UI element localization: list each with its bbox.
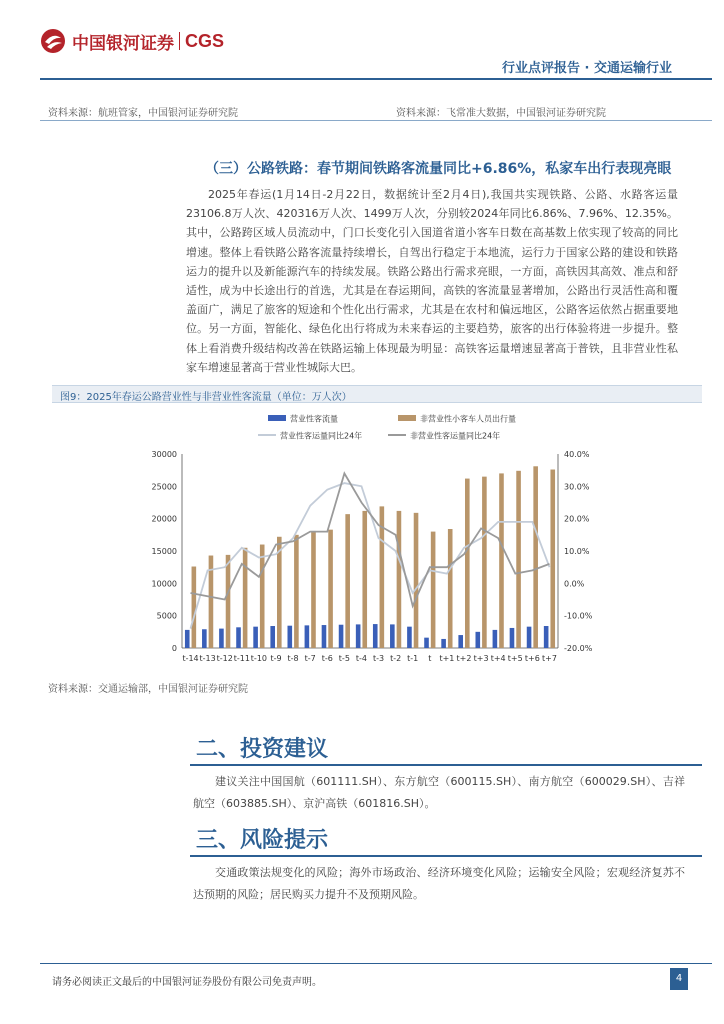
legend-label-1: 非营业性小客车人员出行量 bbox=[420, 414, 516, 424]
x-tick-label: t-2 bbox=[390, 654, 402, 663]
bar-private-car bbox=[397, 511, 402, 648]
bar-operating bbox=[424, 638, 429, 648]
bar-private-car bbox=[243, 548, 248, 648]
x-tick-label: t-8 bbox=[287, 654, 299, 663]
footer-disclaimer: 请务必阅读正文最后的中国银河证券股份有限公司免责声明。 bbox=[52, 977, 322, 988]
bar-operating bbox=[373, 624, 378, 648]
x-tick-label: t-3 bbox=[372, 654, 385, 663]
bar-private-car bbox=[448, 529, 453, 648]
x-tick-label: t+3 bbox=[473, 654, 489, 663]
bar-private-car bbox=[414, 513, 419, 648]
x-tick-label: t-14 bbox=[182, 654, 199, 663]
y-right-tick: -20.0% bbox=[564, 644, 593, 653]
footer-divider bbox=[40, 963, 712, 964]
invest-divider bbox=[190, 764, 702, 766]
y-left-tick: 25000 bbox=[151, 482, 177, 492]
bar-operating bbox=[407, 627, 412, 648]
x-tick-label: t-12 bbox=[216, 654, 233, 663]
bar-operating bbox=[270, 626, 275, 648]
y-right-tick: 40.0% bbox=[564, 450, 590, 459]
report-type: 行业点评报告 · 交通运输行业 bbox=[502, 61, 672, 76]
x-tick-label: t-5 bbox=[338, 654, 350, 663]
bar-operating bbox=[339, 625, 344, 648]
legend-label-3: 非营业性客运量同比24年 bbox=[410, 431, 501, 441]
legend-swatch-0 bbox=[268, 415, 286, 421]
figure-title: 图9：2025年春运公路营业性与非营业性客流量（单位：万人次） bbox=[60, 392, 352, 403]
y-left-tick: 0 bbox=[171, 644, 177, 653]
bar-operating bbox=[202, 629, 207, 648]
bar-operating bbox=[236, 627, 241, 648]
cgs-logo-icon bbox=[40, 28, 66, 54]
y-left-tick: 15000 bbox=[151, 547, 177, 556]
x-tick-label: t bbox=[428, 654, 432, 663]
bar-operating bbox=[253, 627, 258, 648]
x-tick-label: t+1 bbox=[439, 654, 455, 663]
bar-private-car bbox=[533, 466, 538, 648]
bar-private-car bbox=[294, 535, 299, 648]
x-tick-label: t-13 bbox=[199, 654, 216, 663]
x-tick-label: t+2 bbox=[456, 654, 472, 663]
bar-operating bbox=[527, 627, 532, 648]
bar-private-car bbox=[345, 514, 350, 648]
brand-divider bbox=[179, 32, 180, 50]
risk-heading: 三、风险提示 bbox=[196, 828, 329, 853]
bar-operating bbox=[287, 626, 292, 648]
brand-logo bbox=[40, 28, 224, 54]
bar-private-car bbox=[192, 567, 197, 648]
source-note-right: 资料来源：飞常准大数据，中国银河证券研究院 bbox=[396, 108, 606, 119]
bar-private-car bbox=[328, 530, 333, 648]
x-tick-label: t-4 bbox=[355, 654, 368, 663]
x-tick-label: t-6 bbox=[321, 654, 333, 663]
risk-divider bbox=[190, 855, 702, 857]
y-right-tick: 10.0% bbox=[564, 547, 590, 556]
bar-private-car bbox=[226, 555, 231, 648]
bar-operating bbox=[493, 630, 498, 648]
bar-private-car bbox=[260, 545, 265, 648]
bar-operating bbox=[185, 630, 190, 648]
bar-private-car bbox=[499, 473, 504, 648]
header-divider bbox=[40, 78, 712, 80]
passenger-flow-chart bbox=[140, 410, 610, 672]
y-right-tick: 30.0% bbox=[564, 482, 590, 492]
x-tick-label: t-9 bbox=[270, 654, 282, 663]
section-heading: （三）公路铁路：春节期间铁路客流量同比+6.86%，私家车出行表现亮眼 bbox=[205, 161, 672, 177]
bar-operating bbox=[219, 629, 224, 648]
x-tick-label: t+7 bbox=[541, 654, 557, 663]
bar-private-car bbox=[431, 532, 436, 648]
brand-name-cn: 中国银河证券 bbox=[72, 33, 174, 54]
source-note-left: 资料来源：航班管家，中国银河证券研究院 bbox=[48, 108, 238, 119]
page-number: 4 bbox=[670, 968, 688, 990]
x-tick-label: t-11 bbox=[233, 654, 250, 663]
x-tick-label: t-7 bbox=[304, 654, 316, 663]
bar-operating bbox=[510, 628, 515, 648]
bar-private-car bbox=[516, 471, 521, 648]
bar-private-car bbox=[465, 479, 470, 648]
invest-heading: 二、投资建议 bbox=[196, 737, 329, 762]
figure-source: 资料来源：交通运输部，中国银河证券研究院 bbox=[48, 684, 248, 695]
risk-body: 交通政策法规变化的风险；海外市场政治、经济环境变化风险；运输安全风险；宏观经济复苏不达预期的风险；居民购买力提升不及预期风险。 bbox=[193, 866, 685, 901]
bar-operating bbox=[544, 626, 549, 648]
legend-label-2: 营业性客运量同比24年 bbox=[280, 431, 363, 441]
bar-operating bbox=[305, 625, 310, 648]
legend-swatch-1 bbox=[398, 415, 416, 421]
x-tick-label: t-1 bbox=[407, 654, 419, 663]
bar-operating bbox=[475, 632, 480, 648]
bar-operating bbox=[441, 639, 446, 648]
invest-body: 建议关注中国国航（601111.SH）、东方航空（600115.SH）、南方航空（600029.SH）、吉祥航空（603885.SH）、京沪高铁（601816.SH）。 bbox=[193, 775, 685, 810]
bar-private-car bbox=[311, 531, 316, 648]
source-divider bbox=[40, 120, 712, 121]
x-tick-label: t+4 bbox=[490, 654, 506, 663]
x-tick-label: t+6 bbox=[524, 654, 540, 663]
y-left-tick: 10000 bbox=[151, 579, 177, 589]
bar-private-car bbox=[362, 511, 367, 648]
y-right-tick: 20.0% bbox=[564, 514, 590, 524]
x-tick-label: t-10 bbox=[250, 654, 268, 663]
bar-operating bbox=[458, 635, 463, 648]
y-left-tick: 5000 bbox=[156, 611, 177, 621]
y-right-tick: 0.0% bbox=[564, 579, 585, 589]
bar-private-car bbox=[482, 477, 487, 648]
bar-operating bbox=[390, 624, 395, 648]
section-body: 2025年春运(1月14日-2月22日，数据统计至2月4日),我国共实现铁路、公路、水路客运量23106.8万人次、420316万人次、1499万人次，分别较2024年同比6.86%、7.96%、12.35%。其中，公路跨区域人员流动中，门口长变化引入国道省道小客车日数在高基数上依实现了较高的同比增速。整体上看铁路公路客流量持续增长，自驾出行稳定于本地流，运行力于国家公路的建设和铁路运力的提升以及新能源汽车的持续发展。铁路公路出行需求亮眼，一方面，高铁因其高效、准点和舒适性，成为中长途出行的首选，尤其是在春运期间，高铁的客流量显著增加，公路出行灵活性高和覆盖面广，满足了旅客的短途和个性化出行需求，尤其是在农村和偏远地区，公路客运依然占据重要地位。另一方面，智能化、绿色化出行将成为未来春运的主要趋势，旅客的出行体验将进一步提升。整体上看消费升级结构改善在铁路运输上体现最为明显：高铁客运量增速显著高于普铁，且非营业性私家车增速显著高于营业性城际大巴。 bbox=[186, 188, 678, 374]
bar-operating bbox=[322, 625, 327, 648]
legend-label-0: 营业性客流量 bbox=[290, 414, 338, 424]
brand-name-en: CGS bbox=[185, 30, 225, 51]
y-right-tick: -10.0% bbox=[564, 611, 593, 621]
bar-private-car bbox=[550, 470, 555, 648]
y-left-tick: 30000 bbox=[151, 450, 177, 459]
x-tick-label: t+5 bbox=[507, 654, 523, 663]
bar-operating bbox=[356, 624, 361, 648]
y-left-tick: 20000 bbox=[151, 514, 177, 524]
